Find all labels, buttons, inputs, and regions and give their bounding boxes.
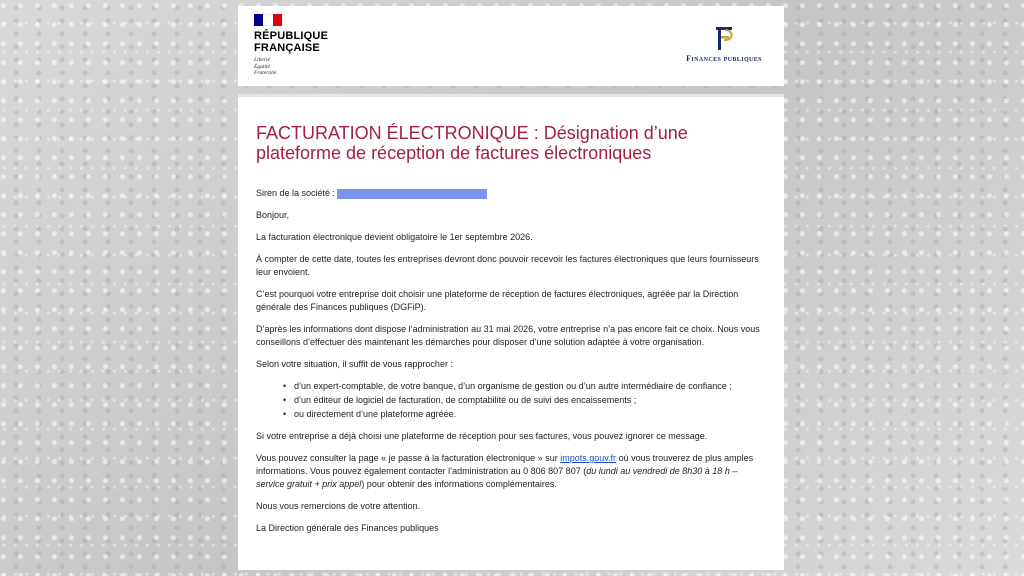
list-item: • d’un éditeur de logiciel de facturation, de comptabilité ou de suivi des encaissements ; bbox=[290, 394, 766, 407]
p7-after-link: où vous trouverez de plus amples informations. Vous pouvez également contacter l’administration au 0 806 807 807 ( bbox=[256, 453, 754, 476]
p7-end: ) pour obtenir des informations complémentaires. bbox=[361, 479, 557, 489]
paragraph-2: À compter de cette date, toutes les entreprises devront donc pouvoir recevoir les factures électroniques que leurs fournisseurs leur envoient. bbox=[256, 254, 759, 277]
email-content bbox=[256, 187, 766, 535]
finances-publiques-label: Finances publiques bbox=[686, 54, 762, 63]
paragraph-7 bbox=[256, 452, 766, 491]
motto bbox=[254, 57, 344, 77]
siren-row bbox=[256, 187, 766, 200]
finances-publiques-icon bbox=[712, 24, 736, 52]
motto-liberte: Liberté bbox=[254, 57, 270, 63]
republic-line2: FRANÇAISE bbox=[254, 42, 320, 54]
list-item: • d’un expert-comptable, de votre banque, d’un organisme de gestion ou d’un autre intermédiaire de confiance ; bbox=[290, 380, 766, 393]
republique-francaise-logo bbox=[254, 14, 344, 77]
motto-egalite: Égalité bbox=[254, 63, 270, 70]
republic-line1: RÉPUBLIQUE bbox=[254, 30, 329, 42]
paragraph-6: Si votre entreprise a déjà choisi une plateforme de réception pour ses factures, vous pouvez ignorer ce message. bbox=[256, 431, 708, 441]
signature: La Direction générale des Finances publiques bbox=[256, 523, 439, 533]
siren-redacted bbox=[337, 189, 487, 199]
paragraph-4: D’après les informations dont dispose l’administration au 31 mai 2026, votre entreprise n’a pas encore fait ce choix. Nous vous conseillons d’effectuer dès maintenant les démarches pour disposer d’une solution adaptée à votre organisation. bbox=[256, 324, 760, 347]
email-title: FACTURATION ÉLECTRONIQUE : Désignation d’une plateforme de réception de factures électroniques bbox=[256, 123, 688, 163]
paragraph-5: Selon votre situation, il suffit de vous rapprocher : bbox=[256, 359, 453, 369]
motto-fraternite: Fraternité bbox=[254, 70, 277, 76]
impots-gouv-link[interactable]: impots.gouv.fr bbox=[560, 453, 617, 463]
paragraph-1: La facturation électronique devient obligatoire le 1er septembre 2026. bbox=[256, 232, 533, 242]
paragraph-8: Nous vous remercions de votre attention. bbox=[256, 501, 421, 511]
options-list bbox=[290, 380, 766, 421]
p7-hours: du lundi au vendredi de 8h30 à 18 h – service gratuit + prix appel bbox=[256, 466, 738, 489]
email-header bbox=[238, 6, 784, 86]
greeting: Bonjour, bbox=[256, 210, 290, 220]
list-item: • ou directement d’une plateforme agréée. bbox=[290, 408, 766, 421]
french-flag-icon bbox=[254, 14, 282, 26]
email-body bbox=[238, 94, 784, 570]
paragraph-3: C’est pourquoi votre entreprise doit choisir une plateforme de réception de factures électroniques, agréée par la Direction générale des Finances publiques (DGFiP). bbox=[256, 289, 739, 312]
siren-label: Siren de la société : bbox=[256, 188, 336, 198]
p7-before-link: Vous pouvez consulter la page « je passe à la facturation électronique » sur bbox=[256, 453, 561, 463]
finances-publiques-logo bbox=[678, 24, 770, 63]
